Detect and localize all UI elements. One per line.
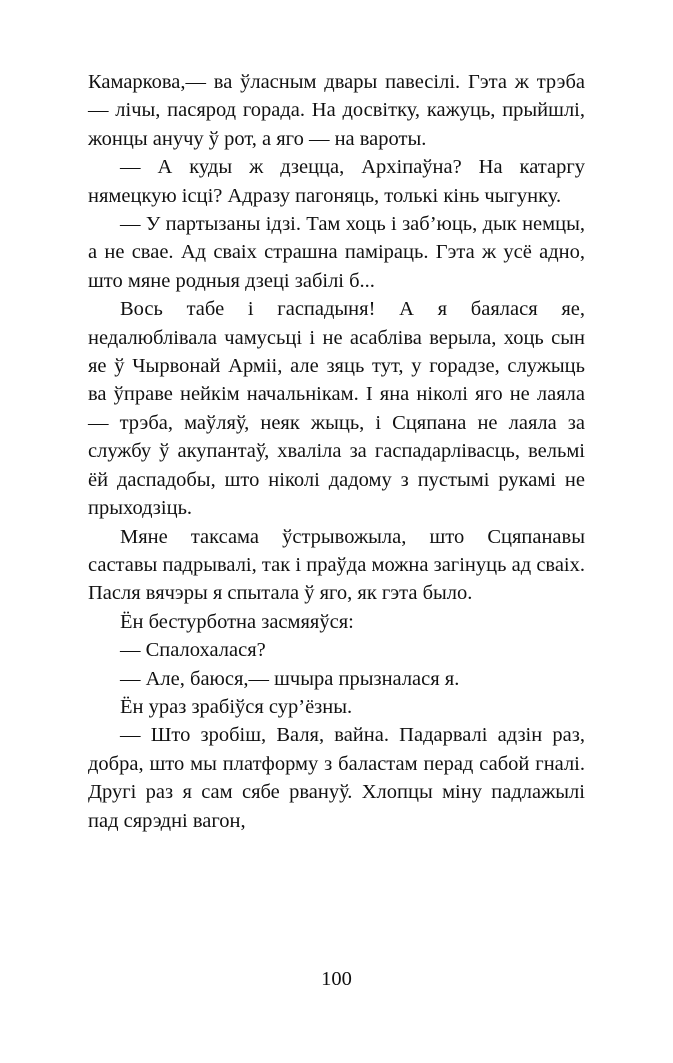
paragraph: Ён ураз зрабіўся сур’ёзны. xyxy=(120,695,353,718)
paragraph: — Што зробіш, Валя, вайна. Падарвалі адзін раз, добра, што мы платформу з баластам перад сабой гналі. Другі раз я сам сябе рвануў. Хлопцы міну падлажылі пад сярэдні вагон, xyxy=(88,724,585,832)
page-number: 100 xyxy=(321,968,352,990)
paragraph: Мяне таксама ўстрывожыла, што Сцяпанавы саставы падрывалі, так і праўда можна загінуць ад сваіх. Пасля вячэры я спытала ў яго, як гэта было. xyxy=(88,525,585,605)
paragraph: Камаркова,— ва ўласным двары павесілі. Гэта ж трэба — лічы, пасярод горада. На досвітку, кажуць, прыйшлі, жонцы анучу ў рот, а яго — на вароты. xyxy=(88,71,585,150)
paragraph: Вось табе і гаспадыня! А я баялася яе, недалюблівала чамусьці і не асабліва верыла, хоць сын яе ў Чырвонай Арміі, але зяць тут, у горадзе, служыць ва ўправе нейкім начальнікам. І яна ніколі яго не лаяла — трэба, маўляў, неяк жыць, і Сцяпана не лаяла за службу ў акупантаў, хваліла за гаспадарлівасць, вельмі ёй даспадобы, што ніколі дадому з пустымі рукамі не прыходзіць. xyxy=(88,298,585,520)
paragraph: — Спалохалася? xyxy=(120,639,266,662)
paragraph: Ён бестурботна засмяяўся: xyxy=(120,610,354,633)
page-text-block xyxy=(88,68,585,835)
paragraph: — У партызаны ідзі. Там хоць і заб’юць, дык немцы, а не свае. Ад сваіх страшна паміраць. Гэта ж усё адно, што мяне родныя дзеці забілі б... xyxy=(88,213,585,292)
paragraph: — А куды ж дзецца, Архіпаўна? На катаргу нямецкую ісці? Адразу пагоняць, толькі кінь чыгунку. xyxy=(88,156,585,207)
paragraph: — Але, баюся,— шчыра прызналася я. xyxy=(120,667,460,690)
